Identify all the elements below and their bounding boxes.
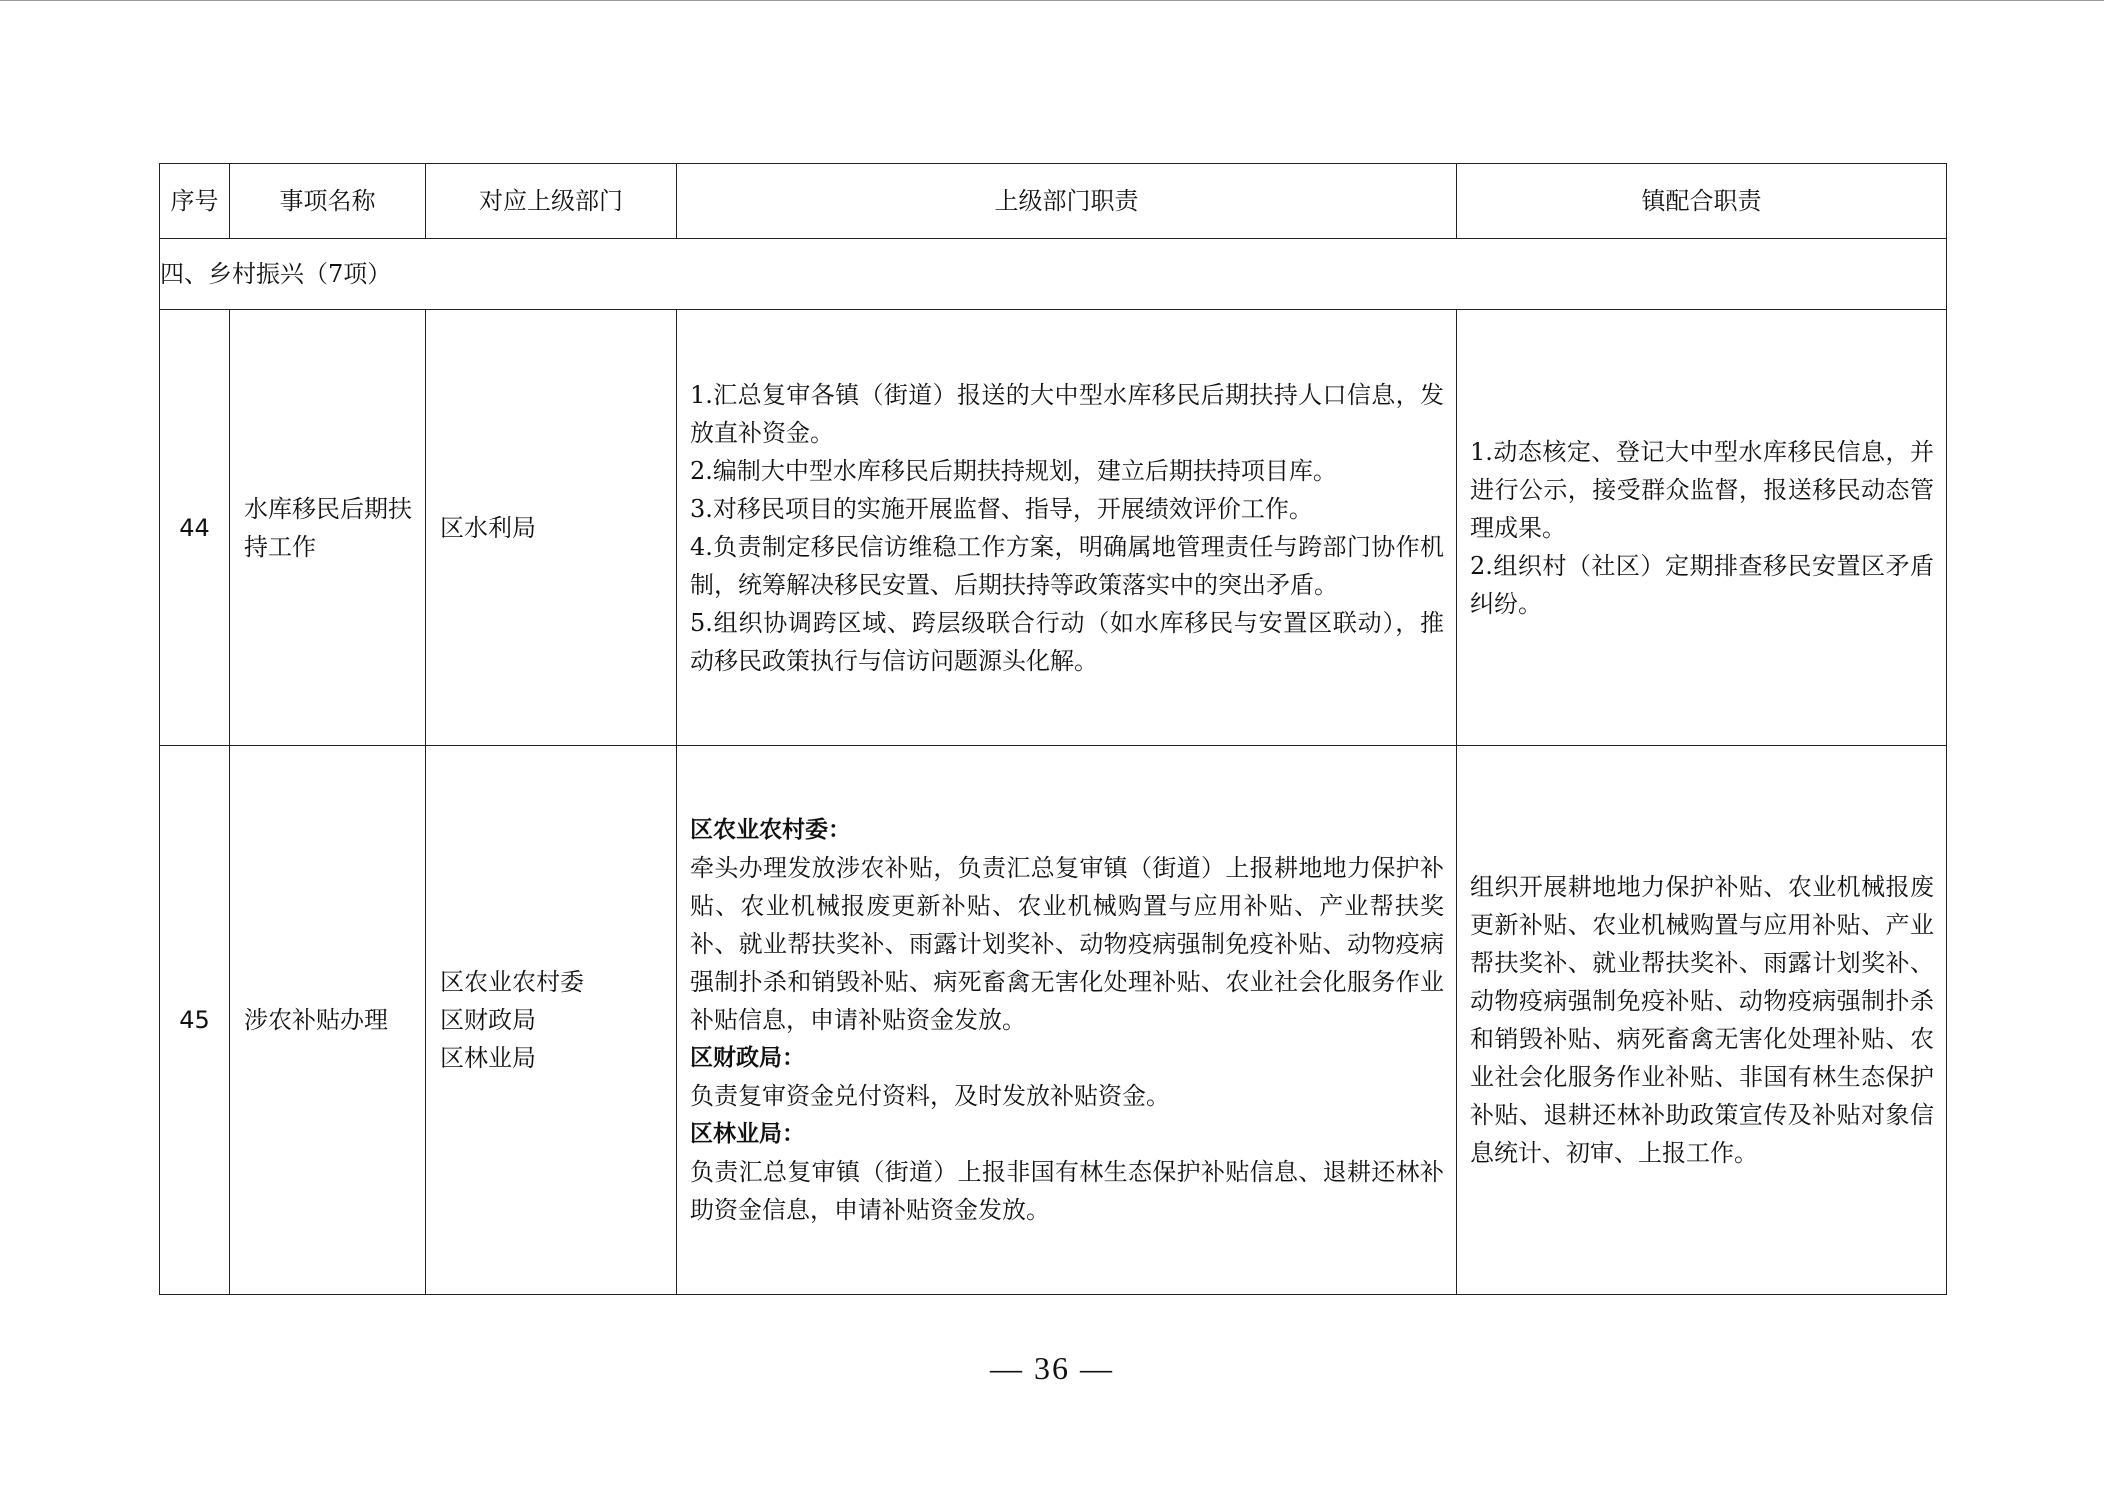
duty-table: [159, 163, 1947, 1295]
duty-line: 1.汇总复审各镇（街道）报送的大中型水库移民后期扶持人口信息，发放直补资金。: [690, 380, 1444, 447]
duty-line: 4.负责制定移民信访维稳工作方案，明确属地管理责任与跨部门协作机制，统筹解决移民安置、后期扶持等政策落实中的突出矛盾。: [690, 532, 1444, 599]
row-superior-duties: [677, 746, 1457, 1295]
duty-block-title: 区林业局：: [690, 1121, 805, 1147]
department-line: 区林业局: [440, 1044, 536, 1072]
duty-line: 3.对移民项目的实施开展监督、指导，开展绩效评价工作。: [690, 494, 1313, 523]
header-town-duties: 镇配合职责: [1457, 164, 1947, 239]
duty-block-text: 负责复审资金兑付资料，及时发放补贴资金。: [690, 1082, 1170, 1110]
duty-block-text: 牵头办理发放涉农补贴，负责汇总复审镇（街道）上报耕地地力保护补贴、农业机械报废更新补贴、农业机械购置与应用补贴、产业帮扶奖补、就业帮扶奖补、雨露计划奖补、动物疫病强制免疫补贴、动物疫病强制扑杀和销毁补贴、病死畜禽无害化处理补贴、农业社会化服务作业补贴信息，申请补贴资金发放。: [690, 854, 1444, 1034]
section-title: 四、乡村振兴（7项）: [160, 239, 1947, 310]
town-duty-line: 1.动态核定、登记大中型水库移民信息，并进行公示，接受群众监督，报送移民动态管理成果。: [1470, 437, 1934, 542]
header-item-name: 事项名称: [230, 164, 426, 239]
duty-block-title: 区农业农村委：: [690, 817, 851, 843]
header-serial-number: 序号: [160, 164, 230, 239]
duty-block-title: 区财政局：: [690, 1045, 805, 1071]
page-number: — 36 —: [990, 1350, 1114, 1386]
row-serial-number: 45: [160, 746, 230, 1295]
town-duty-line: 2.组织村（社区）定期排查移民安置区矛盾纠纷。: [1470, 551, 1934, 618]
row-superior-duties: [677, 310, 1457, 746]
row-town-duties: [1457, 310, 1947, 746]
table-row: [160, 310, 1947, 746]
header-superior-department: 对应上级部门: [426, 164, 677, 239]
duty-line: 5.组织协调跨区域、跨层级联合行动（如水库移民与安置区联动），推动移民政策执行与信访问题源头化解。: [690, 608, 1444, 675]
row-item-name: 水库移民后期扶持工作: [230, 310, 426, 746]
table-header-row: [160, 164, 1947, 239]
duty-block-text: 负责汇总复审镇（街道）上报非国有林生态保护补贴信息、退耕还林补助资金信息，申请补贴资金发放。: [690, 1158, 1444, 1224]
row-department: 区水利局: [426, 310, 677, 746]
row-serial-number: 44: [160, 310, 230, 746]
department-line: 区财政局: [440, 1006, 536, 1034]
page-top-rule: [0, 0, 2104, 1]
row-item-name: 涉农补贴办理: [230, 746, 426, 1295]
duty-line: 2.编制大中型水库移民后期扶持规划，建立后期扶持项目库。: [690, 456, 1337, 485]
section-row: [160, 239, 1947, 310]
row-department: [426, 746, 677, 1295]
table-row: [160, 746, 1947, 1295]
department-line: 区农业农村委: [440, 968, 584, 996]
header-superior-duties: 上级部门职责: [677, 164, 1457, 239]
row-town-duties: 组织开展耕地地力保护补贴、农业机械报废更新补贴、农业机械购置与应用补贴、产业帮扶奖补、就业帮扶奖补、雨露计划奖补、动物疫病强制免疫补贴、动物疫病强制扑杀和销毁补贴、病死畜禽无害化处理补贴、农业社会化服务作业补贴、非国有林生态保护补贴、退耕还林补助政策宣传及补贴对象信息统计、初审、上报工作。: [1457, 746, 1947, 1295]
